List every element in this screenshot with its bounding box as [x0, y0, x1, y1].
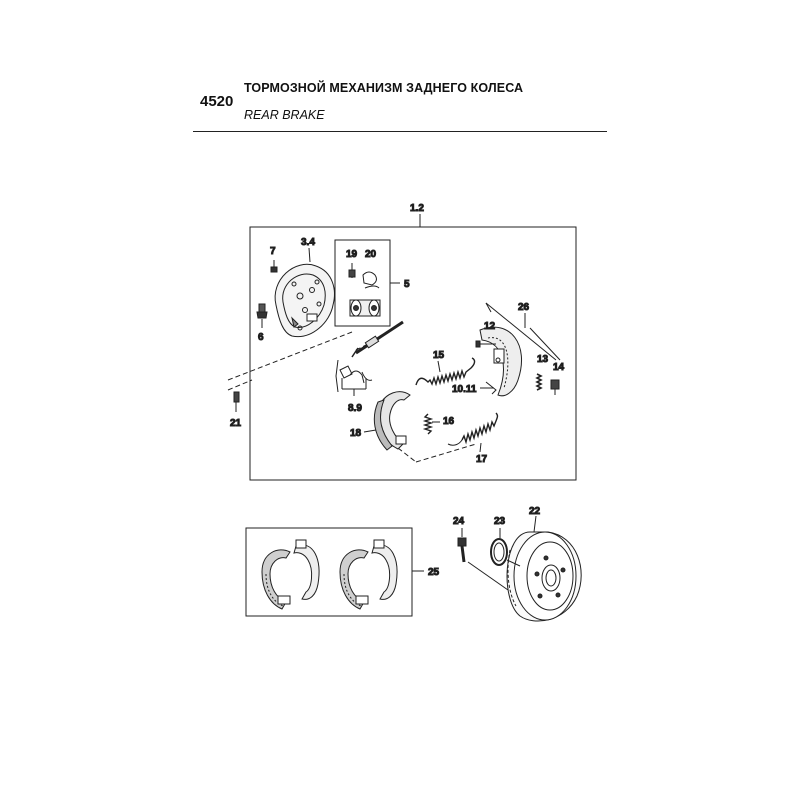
bleeder-screw-19: [349, 263, 355, 278]
callout-15: 15: [433, 350, 445, 361]
callout-24: 24: [453, 516, 465, 527]
spring-13: [537, 374, 541, 390]
bleeder-6: [257, 304, 267, 328]
callout-1-2: 1.2: [410, 203, 424, 214]
callout-19: 19: [346, 249, 358, 260]
callout-14: 14: [553, 362, 565, 373]
assembly-frame: [250, 214, 576, 480]
callout-26: 26: [518, 302, 530, 313]
spring-15: [416, 358, 475, 385]
callout-16: 16: [443, 416, 455, 427]
seal-ring-23: [491, 528, 507, 565]
page-title-russian: ТОРМОЗНОЙ МЕХАНИЗМ ЗАДНЕГО КОЛЕСА: [244, 81, 524, 95]
callout-3-4: 3.4: [301, 237, 315, 248]
cap-14: [551, 380, 559, 395]
callout-12: 12: [484, 321, 496, 332]
brake-shoe-10-11: [480, 327, 522, 396]
shoe-kit-set-1: [262, 540, 319, 609]
wheel-bolt-24: [458, 528, 466, 562]
callout-5: 5: [404, 279, 410, 290]
callout-18: 18: [350, 428, 362, 439]
spring-16: [425, 414, 431, 434]
callout-17: 17: [476, 454, 488, 465]
callout-10-11: 10.11: [452, 384, 477, 395]
bolt-7: [271, 260, 277, 272]
adjuster-strut: [336, 322, 403, 392]
spring-17: [448, 413, 497, 445]
callout-8-9: 8.9: [348, 403, 362, 414]
callout-20: 20: [365, 249, 377, 260]
callout-21: 21: [230, 418, 242, 429]
callout-23: 23: [494, 516, 506, 527]
pin-21: [234, 392, 239, 412]
callout-25: 25: [428, 567, 440, 578]
callout-7: 7: [270, 246, 276, 257]
backing-plate: [275, 264, 334, 336]
section-code: 4520: [200, 93, 234, 110]
brake-drum-22: [507, 516, 581, 621]
brake-shoe-18: [374, 392, 410, 450]
callout-6: 6: [258, 332, 264, 343]
clip-20: [363, 272, 379, 288]
wheel-cylinder: [350, 300, 380, 316]
page-title-english: REAR BRAKE: [244, 108, 325, 122]
callout-13: 13: [537, 354, 549, 365]
callout-22: 22: [529, 506, 541, 517]
callout-8-9-bracket: [342, 378, 366, 396]
shoe-kit-set-2: [340, 540, 397, 609]
